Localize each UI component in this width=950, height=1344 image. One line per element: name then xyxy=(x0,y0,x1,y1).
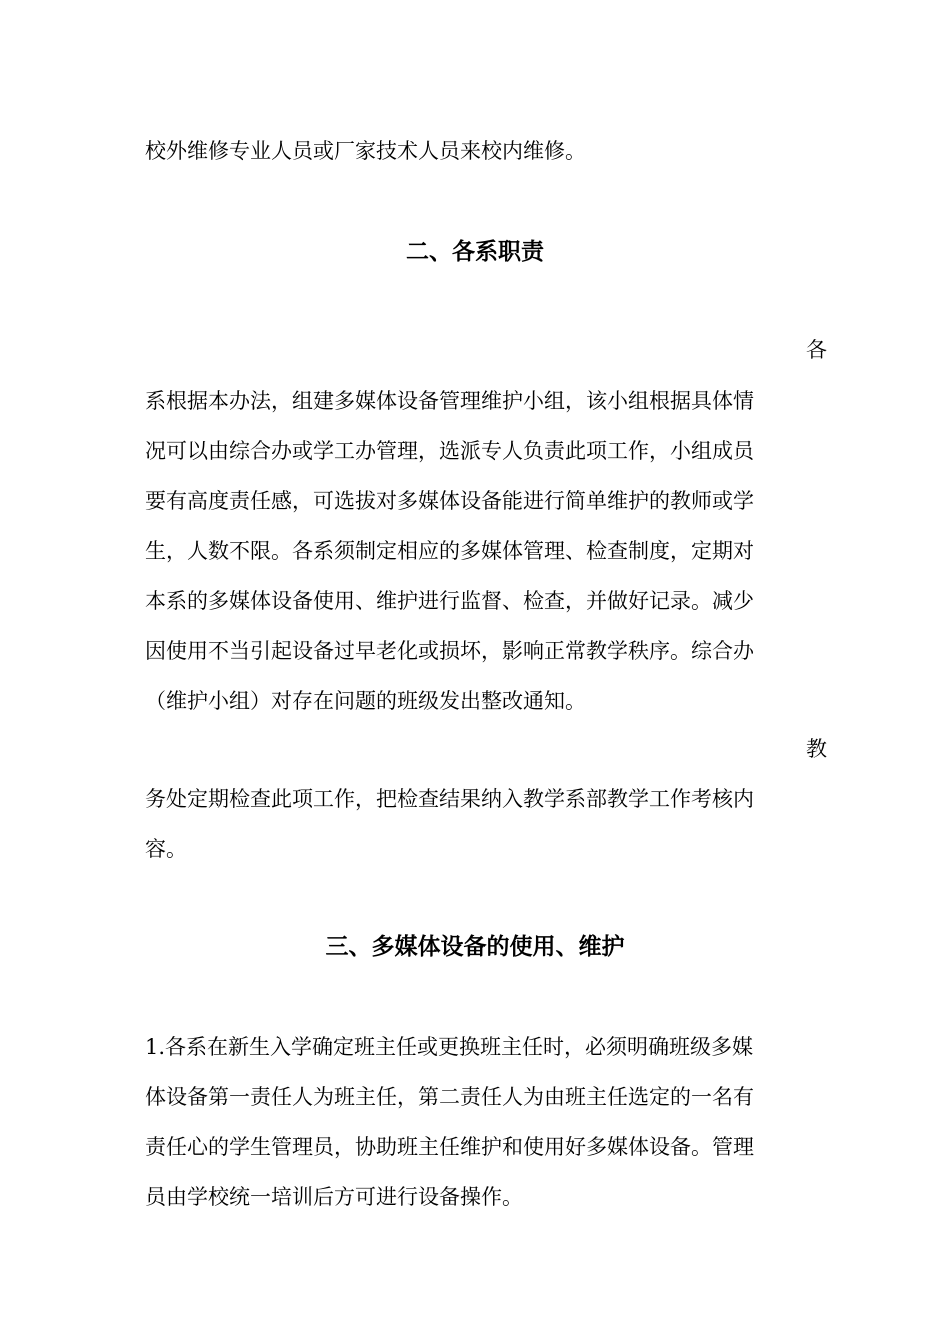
paragraph-line: （维护小组）对存在问题的班级发出整改通知。 xyxy=(145,689,586,713)
paragraph-line: 系根据本办法，组建多媒体设备管理维护小组，该小组根据具体情 xyxy=(145,389,754,413)
paragraph-first-char: 教 xyxy=(806,737,827,761)
section-heading-2: 二、各系职责 xyxy=(406,238,544,265)
paragraph-line: 本系的多媒体设备使用、维护进行监督、检查，并做好记录。减少 xyxy=(145,589,754,613)
paragraph-line: 况可以由综合办或学工办管理，选派专人负责此项工作，小组成员 xyxy=(145,439,754,463)
list-item-line: 责任心的学生管理员，协助班主任维护和使用好多媒体设备。管理 xyxy=(145,1135,754,1159)
paragraph-line: 生，人数不限。各系须制定相应的多媒体管理、检查制度，定期对 xyxy=(145,539,754,563)
paragraph-first-char: 各 xyxy=(806,338,827,362)
list-item-line: 1.各系在新生入学确定班主任或更换班主任时，必须明确班级多媒 xyxy=(145,1035,754,1059)
paragraph-line: 要有高度责任感，可选拔对多媒体设备能进行简单维护的教师或学 xyxy=(145,489,754,513)
paragraph-line: 因使用不当引起设备过早老化或损坏，影响正常教学秩序。综合办 xyxy=(145,639,754,663)
section-heading-3: 三、多媒体设备的使用、维护 xyxy=(325,933,625,960)
list-item-line: 员由学校统一培训后方可进行设备操作。 xyxy=(145,1185,523,1209)
paragraph-line: 务处定期检查此项工作，把检查结果纳入教学系部教学工作考核内 xyxy=(145,787,754,811)
paragraph-line: 容。 xyxy=(145,837,187,861)
list-item-line: 体设备第一责任人为班主任，第二责任人为由班主任选定的一名有 xyxy=(145,1085,754,1109)
intro-line: 校外维修专业人员或厂家技术人员来校内维修。 xyxy=(145,139,586,163)
